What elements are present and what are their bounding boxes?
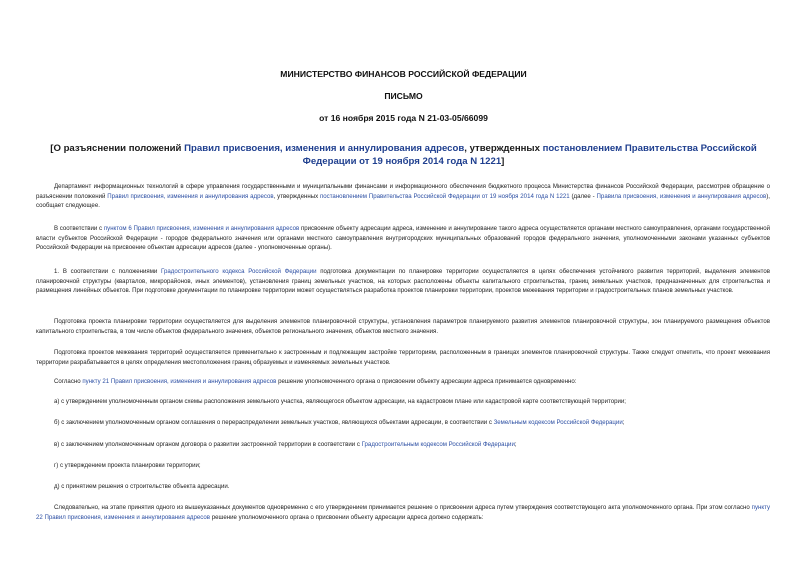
text: Департамент информационных технологий в сфере управления государственными и муниципальными финансами и информационного обеспечения бюджетного процесса Министерства финансов Российской Федерации, рассмотрев обращение о разъяснении положений	[36, 183, 770, 200]
text: а) с утверждением уполномоченным органом схемы расположения земельного участка, являющегося объектом адресации, на кадастровом плане или кадастровой карте соответствующей территории;	[54, 398, 626, 405]
text: Подготовка проектов межевания территорий осуществляется применительно к застроенным и подлежащим застройке территориям, расположенным в границах элементов планировочной структуры. Также следует отметить, что проект межевания территории разрабатывается в целях определения местоположения границ образуемых и изменяемых земельных участков.	[36, 349, 770, 366]
rules-link[interactable]: Правил присвоения, изменения и аннулирования адресов	[107, 192, 274, 200]
text: Согласно	[54, 378, 83, 385]
list-item-a	[36, 397, 770, 407]
text: Подготовка проекта планировки территории осуществляется для выделения элементов планировочной структуры, установления параметров планируемого развития элементов планировочной структуры, зон планируемого размещения объектов капитального строительства, в том числе объектов федерального значения, объектов регионального значения, объектов местного значения.	[36, 318, 770, 335]
point-22-link[interactable]: пункту 22 Правил присвоения, изменения и аннулирования адресов	[36, 504, 770, 521]
text: решение уполномоченного органа о присвоении объекту адресации адреса принимается одновременно:	[276, 378, 577, 385]
text: (далее -	[569, 192, 597, 200]
text: решение уполномоченного органа о присвоении объекту адресации адреса должно содержать:	[210, 513, 484, 521]
text: д) с принятием решения о строительстве объекта адресации.	[54, 483, 230, 490]
paragraph-planning-project	[36, 317, 770, 336]
text: присвоение объекту адресации адреса, изменение и аннулирование такого адреса осуществляется органами местного самоуправления, органами государственной власти субъектов Российской Федерации - городов федерального значения или органами местного самоуправления внутригородских муниципальных образований городов федерального значения, уполномоченными законами указанных субъектов Российской Федерации на присвоение объектам адресации адресов (далее - уполномоченные органы).	[36, 225, 771, 252]
title-text: ]	[501, 156, 505, 167]
resolution-link[interactable]: постановлением Правительства Российской Федерации от 19 ноября 2014 года N 1221	[319, 192, 570, 200]
text: б) с заключением уполномоченным органом соглашения о перераспределении земельных участков, являющихся объектами адресации, в соответствии с	[54, 419, 494, 426]
text: в) с заключением уполномоченным органом договора о развитии застроенной территории в соответствии с	[54, 441, 362, 448]
paragraph-point-6	[36, 224, 770, 253]
document-date-number: от 16 ноября 2015 года N 21-03-05/66099	[319, 113, 488, 123]
list-item-d	[36, 482, 770, 492]
text: ;	[514, 441, 517, 448]
land-code-link[interactable]: Земельным кодексом Российской Федерации	[493, 419, 623, 426]
ministry-heading: МИНИСТЕРСТВО ФИНАНСОВ РОССИЙСКОЙ ФЕДЕРАЦИИ	[280, 69, 527, 79]
list-item-g	[36, 461, 770, 471]
paragraph-intro	[36, 182, 770, 211]
paragraph-point-21	[36, 377, 770, 387]
list-item-v	[36, 440, 770, 450]
text: подготовка документации по планировке территории осуществляется в целях обеспечения устойчивого развития территорий, выделения элементов планировочной структуры (кварталов, микрорайонов, иных элементов), установления границ земельных участков, на которых расположены объекты капитального строительства, границ земельных участков, предназначенных для строительства и размещения линейных объектов. При подготовке документации по планировке территории может осуществляться разработка проектов планировки территории, проектов межевания территории и градостроительных планов земельных участков.	[36, 268, 770, 295]
list-item-b	[36, 418, 770, 428]
text: г) с утверждением проекта планировки территории;	[54, 462, 201, 469]
point-6-link[interactable]: пунктом 6 Правил присвоения, изменения и аннулирования адресов	[103, 225, 300, 232]
text: Следовательно, на этапе принятия одного из вышеуказанных документов одновременно с его утверждением принимается решение о присвоении адреса путем утверждения соответствующего акта уполномоченного органа. При этом согласно	[54, 504, 752, 511]
text: 1. В соответствии с положениями	[54, 268, 162, 275]
urban-code-link[interactable]: Градостроительного кодекса Российской Федерации	[161, 268, 317, 275]
title-resolution-link[interactable]: постановлением Правительства Российской Федерации от 19 ноября 2014 года N 1221	[302, 143, 757, 167]
document-type: ПИСЬМО	[384, 91, 423, 101]
point-21-link[interactable]: пункту 21 Правил присвоения, изменения и аннулирования адресов	[82, 378, 277, 385]
text: , утвержденных	[273, 192, 320, 200]
document-title	[36, 142, 771, 168]
title-rules-link[interactable]: Правил присвоения, изменения и аннулирования адресов	[184, 143, 465, 154]
text: ), сообщает следующее.	[36, 192, 770, 210]
paragraph-survey-project	[36, 348, 770, 367]
text: В соответствии с	[54, 225, 104, 232]
paragraph-1	[36, 267, 770, 296]
text: ;	[622, 419, 625, 426]
title-text: , утвержденных	[464, 143, 543, 154]
paragraph-conclusion	[36, 503, 770, 522]
title-text: [О разъяснении положений	[50, 143, 185, 154]
rules-abbrev-link[interactable]: Правила присвоения, изменения и аннулирования адресов	[596, 192, 767, 200]
urban-code-link[interactable]: Градостроительным кодексом Российской Федерации	[361, 441, 515, 448]
